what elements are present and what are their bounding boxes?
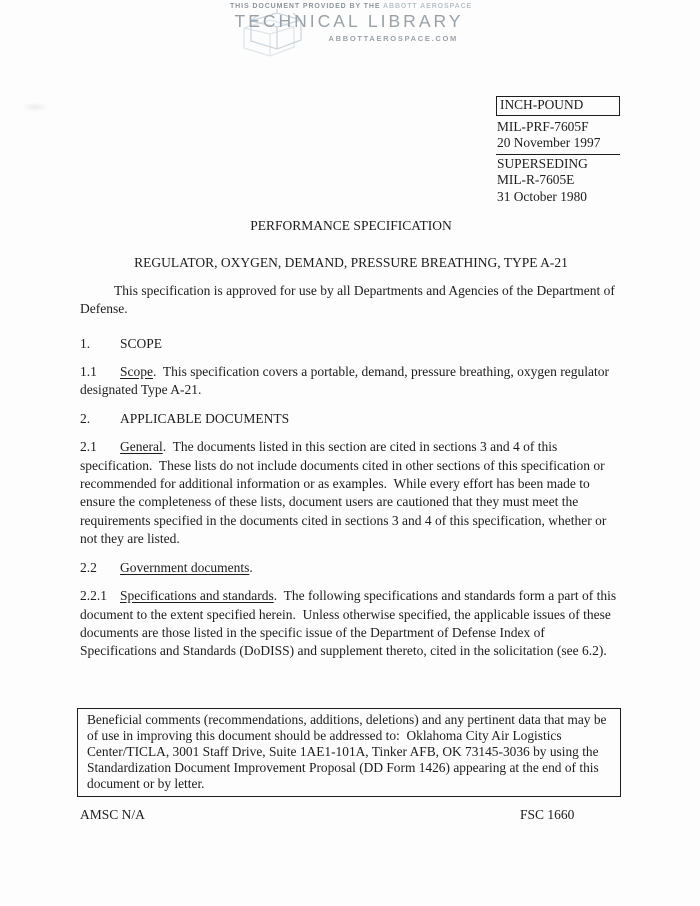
beneficial-comments-box: Beneficial comments (recommendations, additions, deletions) and any pertinent data that may be of use in improving this document should be addressed to: Oklahoma City Air Logistics Center/TICLA, 3001 Staff Drive, Suite 1AE1-101A, Tinker AFB, OK 73145-3036 by using the Standardization Document Improvement Proposal (DD Form 1426) appearing at the end of this document or by letter.: [77, 708, 621, 797]
section-number: 2.2.1: [80, 588, 107, 604]
provided-by-text: THIS DOCUMENT PROVIDED BY THE: [230, 3, 381, 10]
technical-library-title: TECHNICAL LIBRARY: [234, 11, 464, 31]
section-title: Government documents: [120, 559, 250, 575]
doc-id-divider: [496, 154, 620, 155]
section-title: SCOPE: [120, 335, 163, 351]
approval-statement: This specification is approved for use by all Departments and Agencies of the Department of Defense.: [80, 282, 615, 317]
section-number: 2.: [80, 410, 91, 426]
section-title: Scope: [120, 364, 153, 380]
site-url-text: ABBOTTAEROSPACE.COM: [328, 34, 458, 43]
document-date: 20 November 1997: [497, 135, 601, 150]
document-type-title: PERFORMANCE SPECIFICATION: [250, 218, 452, 233]
superseding-label: SUPERSEDING: [497, 155, 588, 171]
section-1-heading: [80, 335, 622, 353]
section-number: 1.1: [80, 364, 97, 380]
superseded-document-number: MIL-R-7605E: [497, 172, 575, 187]
section-2-2-heading: [80, 559, 622, 577]
section-title: General: [120, 439, 163, 455]
section-2-1-paragraph: [80, 438, 622, 548]
scan-smudge-artifact: [22, 102, 48, 112]
amsc-code: AMSC N/A: [80, 807, 145, 822]
section-number: 2.1: [80, 439, 97, 455]
provided-by-line: [230, 3, 473, 10]
section-title: Specifications and standards: [120, 588, 274, 604]
section-text: .: [249, 559, 253, 575]
section-title: APPLICABLE DOCUMENTS: [120, 410, 290, 426]
fsc-code: FSC 1660: [520, 807, 575, 822]
spec-body: [80, 217, 622, 661]
section-text: . The documents listed in this section are cited in sections 3 and 4 of this specification. These lists do not include documents cited in other sections of this specification or recommended for additional information or as examples. While every effort has been made to ensure the completeness of these lists, document users are cautioned that they must meet the requirements specified in the documents cited in sections 3 and 4 of this specification, whether or not they are listed.: [80, 439, 607, 547]
section-1-1-paragraph: [80, 363, 622, 400]
section-text: . This specification covers a portable, demand, pressure breathing, oxygen regulator designated Type A-21.: [80, 364, 609, 398]
brand-name-text: ABBOTT AEROSPACE: [383, 3, 473, 10]
section-number: 1.: [80, 335, 91, 351]
document-number: MIL-PRF-7605F: [497, 118, 589, 134]
section-2-2-1-paragraph: [80, 587, 622, 661]
superseded-document-date: 31 October 1980: [497, 188, 587, 204]
scan-stamp-header: [230, 3, 473, 43]
document-id-block: [496, 96, 620, 205]
section-text: . The following specifications and standards form a part of this document to the extent specified herein. Unless otherwise specified, the applicable issues of these documents are those listed in the specific issue of the Department of Defense Index of Specifications and Standards (DoDISS) and supplement thereto, cited in the solicitation (see 6.2).: [80, 588, 617, 659]
inch-pound-designator: INCH-POUND: [496, 96, 620, 116]
document-subject-title: REGULATOR, OXYGEN, DEMAND, PRESSURE BREATHING, TYPE A-21: [134, 255, 568, 271]
section-number: 2.2: [80, 559, 97, 575]
section-2-heading: [80, 410, 622, 428]
